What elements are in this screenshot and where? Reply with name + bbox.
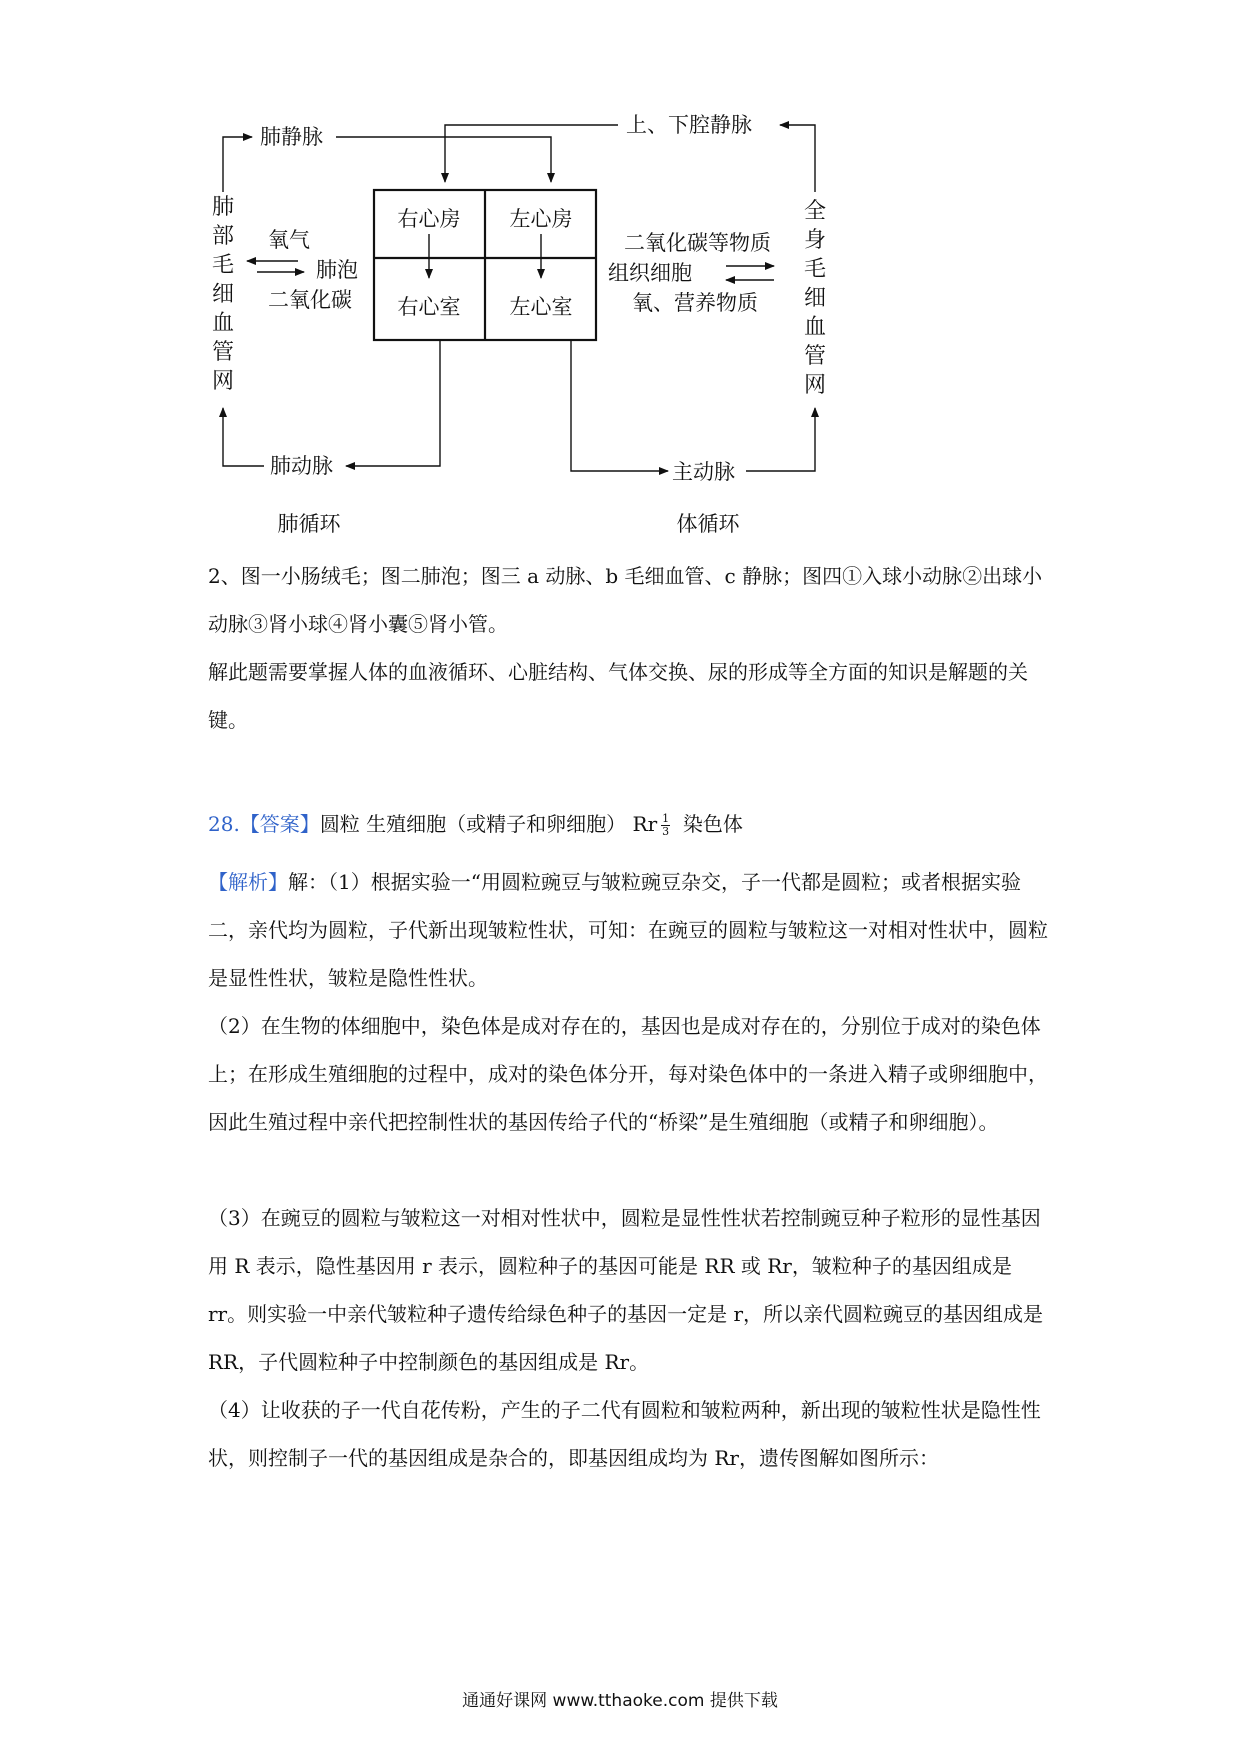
left-ventricle-to-aorta bbox=[571, 340, 668, 471]
svg-text:部: 部 bbox=[211, 224, 235, 249]
aorta-label: 主动脉 bbox=[672, 460, 735, 484]
svg-text:身: 身 bbox=[803, 228, 827, 253]
lung-capillary-label bbox=[212, 195, 234, 394]
left-ventricle-label: 左心室 bbox=[509, 295, 573, 319]
pulmonary-artery-label: 肺动脉 bbox=[270, 454, 333, 478]
svg-text:网: 网 bbox=[803, 373, 827, 398]
paragraph-key-point: 解此题需要掌握人体的血液循环、心脏结构、气体交换、尿的形成等全方面的知识是解题的关键。 bbox=[208, 660, 1028, 732]
co2-label: 二氧化碳 bbox=[268, 288, 352, 312]
fraction: $\frac{1}{3}$ bbox=[662, 812, 670, 838]
svg-text:肺: 肺 bbox=[211, 195, 235, 220]
pulmonary-circulation-caption: 肺循环 bbox=[277, 512, 341, 536]
svg-text:网: 网 bbox=[211, 369, 235, 394]
answer-tail: 染色体 bbox=[682, 812, 743, 836]
analysis-part-1: 【解析】解：（1）根据实验一“用圆粒豌豆与皱粒豌豆杂交，子一代都是圆粒；或者根据实验二，亲代均为圆粒，子代新出现皱粒性状，可知：在豌豆的圆粒与皱粒这一对相对性状中，圆粒是显性性状，皱粒是隐性性状。 bbox=[208, 870, 1048, 990]
oxygen-label: 氧气 bbox=[268, 228, 310, 252]
aorta-to-body-arrow bbox=[746, 408, 815, 471]
pulmonary-vein-arrow bbox=[336, 137, 551, 182]
body-to-vena-cava-arrow bbox=[780, 125, 815, 192]
svg-text:细: 细 bbox=[803, 286, 827, 311]
svg-text:管: 管 bbox=[803, 344, 827, 369]
right-ventricle-label: 右心室 bbox=[397, 295, 461, 319]
svg-text:管: 管 bbox=[211, 340, 235, 365]
pulmonary-artery-to-lung-arrow bbox=[223, 408, 264, 466]
analysis-part-4: （4）让收获的子一代自花传粉，产生的子二代有圆粒和皱粒两种，新出现的皱粒性状是隐性性状，则控制子一代的基因组成是杂合的，即基因组成均为 Rr，遗传图解如图所示： bbox=[208, 1398, 1041, 1470]
alveoli-label: 肺泡 bbox=[316, 258, 358, 282]
svg-text:血: 血 bbox=[211, 311, 235, 336]
vena-cava-arrow bbox=[445, 125, 618, 182]
answer-label: 28.【答案】 bbox=[208, 812, 320, 836]
lung-to-vein-arrow bbox=[223, 137, 252, 192]
answer-text: 圆粒 生殖细胞（或精子和卵细胞） Rr bbox=[319, 812, 658, 836]
right-ventricle-to-pulmonary-artery bbox=[346, 340, 440, 466]
footer: 通通好课网 www.tthaoke.com 提供下载 bbox=[462, 1691, 778, 1711]
svg-text:全: 全 bbox=[803, 199, 827, 224]
co2-substances-label: 二氧化碳等物质 bbox=[624, 231, 771, 255]
vena-cava-label: 上、下腔静脉 bbox=[626, 113, 752, 137]
tissue-cells-label: 组织细胞 bbox=[608, 261, 692, 285]
analysis-part-3: （3）在豌豆的圆粒与皱粒这一对相对性状中，圆粒是显性性状若控制豌豆种子粒形的显性基因用 R 表示，隐性基因用 r 表示，圆粒种子的基因可能是 RR 或 Rr，皱粒种子的基因组成是 rr。则实验一中亲代皱粒种子遗传给绿色种子的基因一定是 r，所以亲代圆粒豌豆的基因组成是 RR，子代圆粒种子中控制颜色的基因组成是 Rr。 bbox=[208, 1206, 1044, 1374]
left-atrium-label: 左心房 bbox=[509, 207, 573, 231]
pulmonary-vein-label: 肺静脉 bbox=[260, 125, 323, 149]
analysis-part-2: （2）在生物的体细胞中，染色体是成对存在的，基因也是成对存在的，分别位于成对的染色体上；在形成生殖细胞的过程中，成对的染色体分开，每对染色体中的一条进入精子或卵细胞中，因此生殖过程中亲代把控制性状的基因传给子代的“桥梁”是生殖细胞（或精子和卵细胞）。 bbox=[208, 1014, 1048, 1134]
svg-text:毛: 毛 bbox=[211, 253, 235, 278]
svg-text:毛: 毛 bbox=[803, 257, 827, 282]
question-28-answer bbox=[208, 800, 1048, 848]
analysis-label: 【解析】 bbox=[208, 870, 288, 894]
svg-text:细: 细 bbox=[211, 282, 235, 307]
systemic-circulation-caption: 体循环 bbox=[676, 512, 740, 536]
body-capillary-label bbox=[804, 199, 826, 398]
o2-nutrients-label: 氧、营养物质 bbox=[632, 291, 758, 315]
paragraph-figure-answers: 2、图一小肠绒毛；图二肺泡；图三 a 动脉、b 毛细血管、c 静脉；图四①入球小动脉②出球小动脉③肾小球④肾小囊⑤肾小管。 bbox=[208, 564, 1043, 636]
blood-circulation-diagram bbox=[0, 0, 1240, 560]
svg-text:血: 血 bbox=[803, 315, 827, 340]
right-atrium-label: 右心房 bbox=[397, 207, 461, 231]
